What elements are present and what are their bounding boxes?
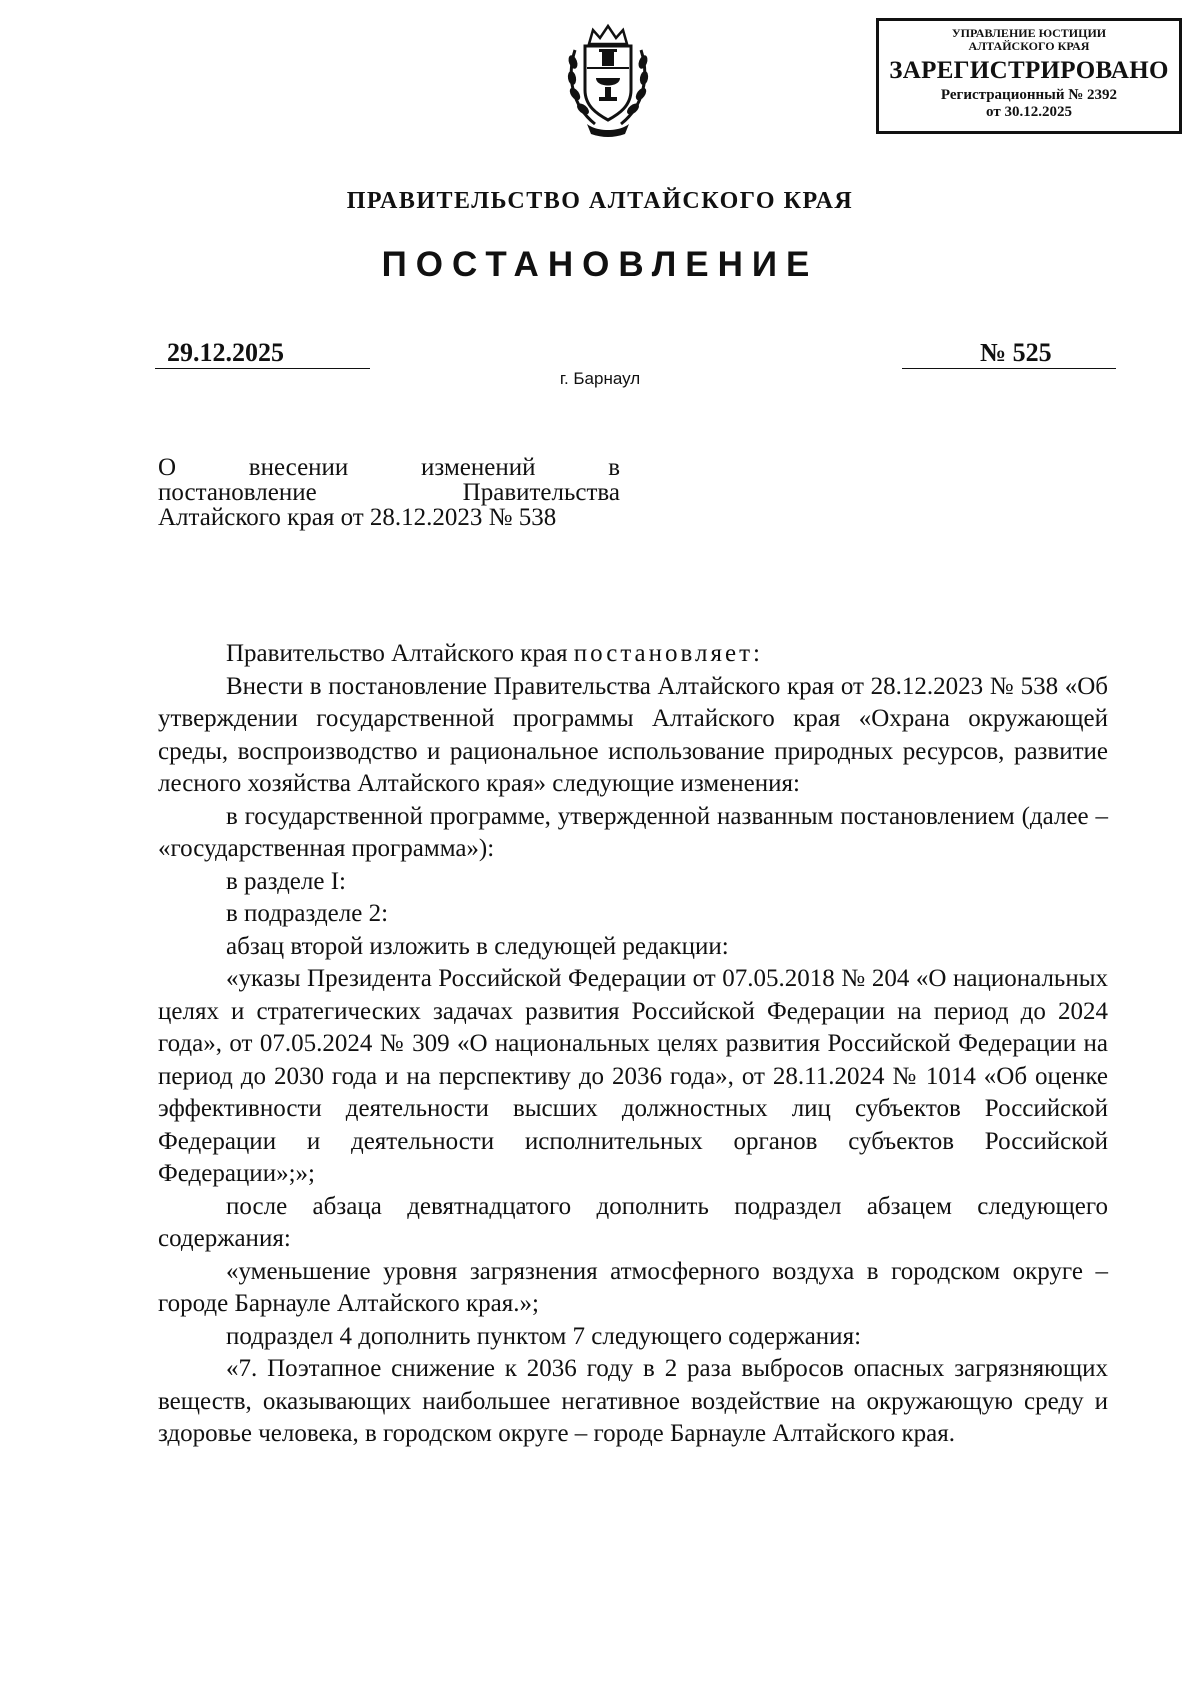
paragraph: в государственной программе, утвержденной названным постановлением (далее – «государственная программа»): — [158, 802, 1108, 862]
paragraph: в подразделе 2: — [226, 900, 389, 927]
paragraph: Правительство Алтайского края постановляет: — [226, 640, 760, 667]
document-type-heading: ПОСТАНОВЛЕНИЕ — [381, 245, 819, 284]
subject-line: постановление Правительства — [158, 479, 620, 506]
registration-stamp — [876, 18, 1182, 134]
stamp-title: ЗАРЕГИСТРИРОВАНО — [889, 57, 1169, 84]
paragraph: подраздел 4 дополнить пунктом 7 следующего содержания: — [226, 1322, 862, 1350]
subject-line: Алтайского края от 28.12.2023 № 538 — [158, 504, 557, 531]
city-label: г. Барнаул — [559, 369, 641, 388]
government-title: ПРАВИТЕЛЬСТВО АЛТАЙСКОГО КРАЯ — [346, 188, 854, 214]
paragraph: «уменьшение уровня загрязнения атмосферного воздуха в городском округе – городе Барнауле Алтайского края.»; — [158, 1257, 1108, 1317]
decree-date: 29.12.2025 — [155, 338, 370, 369]
paragraph: «указы Президента Российской Федерации от 07.05.2018 № 204 «О национальных целях и стратегических задачах развития Российской Федерации на период до 2024 года», от 07.05.2024 № 309 «О национальных целях развития Российской Федерации на период до 2030 года и на перспективу до 2036 года», от 28.11.2024 № 1014 «Об оценке эффективности деятельности высших должностных лиц субъектов Российской Федерации и деятельности исполнительных органов субъектов Российской Федерации»;»; — [158, 965, 1108, 1187]
subject-line: О внесении изменений в — [158, 454, 620, 481]
stamp-line-2: АЛТАЙСКОГО КРАЯ — [968, 39, 1090, 53]
paragraph: в разделе I: — [226, 867, 346, 895]
paragraph: «7. Поэтапное снижение к 2036 году в 2 раза выбросов опасных загрязняющих веществ, оказывающих наибольшее негативное воздействие на окружающую среду и здоровье человека, в городском округе – городе Барнауле Алтайского края. — [158, 1355, 1108, 1447]
emphasis-spaced: постановляет — [573, 640, 753, 667]
paragraph: после абзаца девятнадцатого дополнить подраздел абзацем следующего содержания: — [158, 1192, 1108, 1252]
stamp-line-1: УПРАВЛЕНИЕ ЮСТИЦИИ — [951, 26, 1107, 40]
stamp-reg-number: Регистрационный № 2392 — [940, 87, 1118, 103]
stamp-reg-date: от 30.12.2025 — [986, 104, 1072, 120]
coat-of-arms-icon — [565, 20, 651, 138]
decree-body — [158, 638, 1108, 1451]
paragraph: абзац второй изложить в следующей редакции: — [226, 932, 729, 960]
paragraph: Внести в постановление Правительства Алтайского края от 28.12.2023 № 538 «Об утверждении государственной программы Алтайского края «Охрана окружающей среды, воспроизводство и рациональное использование природных ресурсов, развитие лесного хозяйства Алтайского края» следующие изменения: — [158, 672, 1108, 797]
decree-number: № 525 — [902, 338, 1116, 369]
decree-subject — [158, 455, 620, 530]
